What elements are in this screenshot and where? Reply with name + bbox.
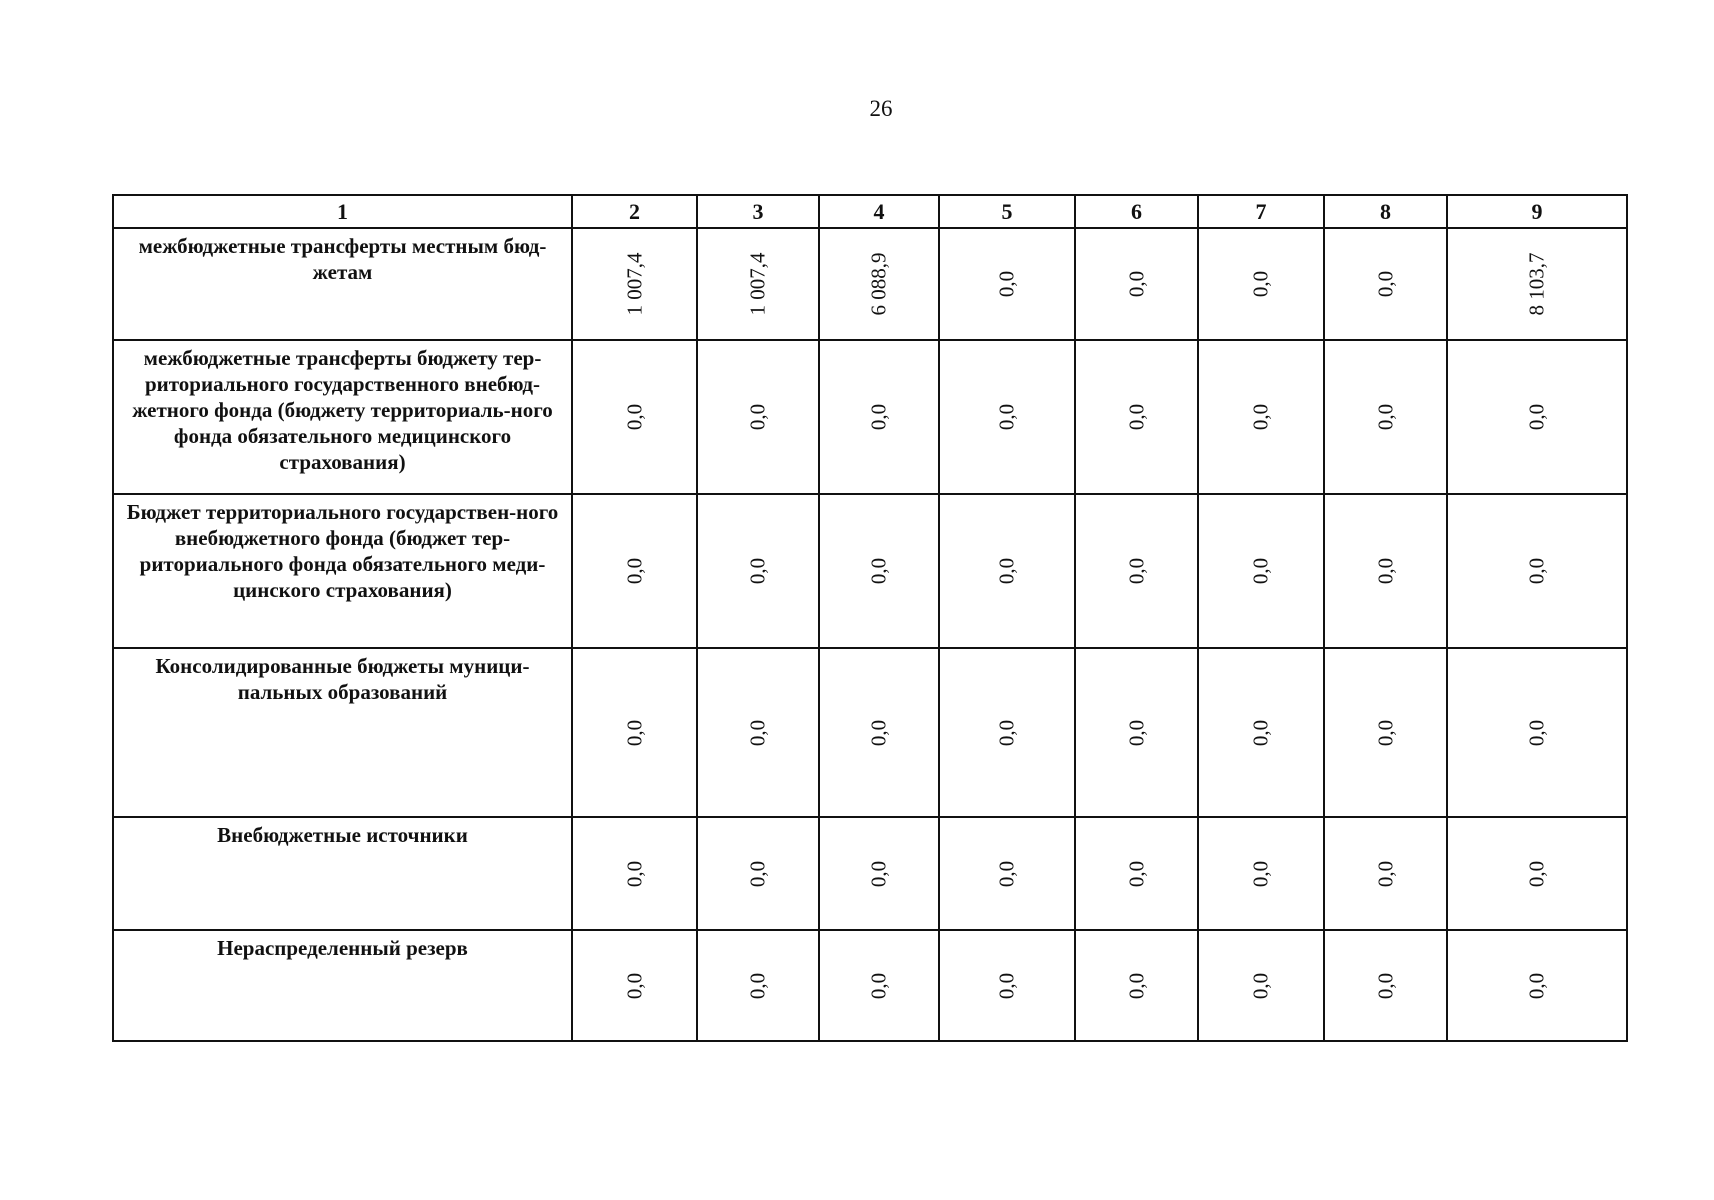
cell-value: 0,0 bbox=[1524, 860, 1549, 887]
cell-value: 0,0 bbox=[1373, 719, 1397, 746]
value-cell bbox=[939, 494, 1075, 648]
cell-value: 0,0 bbox=[866, 557, 891, 585]
value-cell bbox=[819, 648, 939, 817]
value-cell bbox=[1075, 340, 1198, 494]
value-cell bbox=[1198, 817, 1324, 930]
cell-value: 0,0 bbox=[994, 860, 1019, 887]
cell-value: 0,0 bbox=[866, 860, 891, 887]
column-header: 6 bbox=[1075, 195, 1198, 228]
value-cell bbox=[572, 340, 697, 494]
value-cell bbox=[819, 930, 939, 1041]
value-cell bbox=[572, 648, 697, 817]
cell-value: 0,0 bbox=[866, 972, 891, 999]
value-cell bbox=[819, 494, 939, 648]
cell-value: 0,0 bbox=[994, 403, 1019, 431]
cell-value: 0,0 bbox=[622, 557, 646, 585]
cell-value: 0,0 bbox=[1248, 403, 1273, 431]
cell-value: 0,0 bbox=[866, 403, 891, 431]
value-cell bbox=[1447, 340, 1627, 494]
value-cell bbox=[697, 340, 819, 494]
value-cell bbox=[1075, 930, 1198, 1041]
column-header: 8 bbox=[1324, 195, 1447, 228]
value-cell bbox=[1075, 494, 1198, 648]
cell-value: 6 088,9 bbox=[866, 252, 891, 316]
table-row bbox=[113, 648, 1627, 817]
row-label: межбюджетные трансферты бюджету тер-риториального государственного внебюд-жетного фонда (бюджету территориаль-ного фонда обязательного медицинского страхования) bbox=[113, 340, 572, 494]
value-cell bbox=[1075, 228, 1198, 340]
cell-value: 0,0 bbox=[745, 719, 770, 746]
value-cell bbox=[819, 817, 939, 930]
cell-value: 0,0 bbox=[1524, 719, 1549, 746]
cell-value: 0,0 bbox=[745, 972, 770, 999]
value-cell bbox=[1447, 648, 1627, 817]
column-header: 9 bbox=[1447, 195, 1627, 228]
value-cell bbox=[1075, 648, 1198, 817]
value-cell bbox=[1198, 648, 1324, 817]
cell-value: 0,0 bbox=[622, 972, 646, 999]
cell-value: 0,0 bbox=[1524, 557, 1549, 585]
value-cell bbox=[697, 494, 819, 648]
column-header: 5 bbox=[939, 195, 1075, 228]
value-cell bbox=[1198, 494, 1324, 648]
value-cell bbox=[1198, 930, 1324, 1041]
cell-value: 0,0 bbox=[745, 860, 770, 887]
cell-value: 0,0 bbox=[994, 270, 1019, 298]
cell-value: 0,0 bbox=[1373, 972, 1397, 999]
cell-value: 8 103,7 bbox=[1524, 252, 1549, 316]
value-cell bbox=[939, 817, 1075, 930]
cell-value: 0,0 bbox=[622, 860, 646, 887]
value-cell bbox=[697, 228, 819, 340]
cell-value: 0,0 bbox=[1124, 270, 1148, 298]
page-number: 26 bbox=[869, 96, 893, 121]
table-row bbox=[113, 817, 1627, 930]
row-label: Бюджет территориального государствен-ного внебюджетного фонда (бюджет тер-риториального фонда обязательного меди-цинского страхования) bbox=[113, 494, 572, 648]
cell-value: 0,0 bbox=[622, 719, 646, 746]
value-cell bbox=[697, 648, 819, 817]
cell-value: 0,0 bbox=[1373, 403, 1397, 431]
value-cell bbox=[572, 494, 697, 648]
cell-value: 0,0 bbox=[994, 557, 1019, 585]
value-cell bbox=[1447, 817, 1627, 930]
column-header: 2 bbox=[572, 195, 697, 228]
value-cell bbox=[1324, 340, 1447, 494]
row-label: Внебюджетные источники bbox=[113, 817, 572, 930]
value-cell bbox=[697, 930, 819, 1041]
value-cell bbox=[1324, 228, 1447, 340]
budget-table bbox=[112, 194, 1628, 1042]
table-row bbox=[113, 494, 1627, 648]
value-cell bbox=[697, 817, 819, 930]
value-cell bbox=[572, 228, 697, 340]
cell-value: 0,0 bbox=[1124, 972, 1148, 999]
value-cell bbox=[1324, 817, 1447, 930]
cell-value: 0,0 bbox=[1524, 972, 1549, 999]
cell-value: 0,0 bbox=[1373, 557, 1397, 585]
cell-value: 0,0 bbox=[1524, 403, 1549, 431]
value-cell bbox=[572, 930, 697, 1041]
cell-value: 0,0 bbox=[622, 403, 646, 431]
cell-value: 0,0 bbox=[1124, 403, 1148, 431]
cell-value: 0,0 bbox=[994, 719, 1019, 746]
cell-value: 0,0 bbox=[1248, 719, 1273, 746]
value-cell bbox=[1324, 648, 1447, 817]
table-row bbox=[113, 340, 1627, 494]
cell-value: 0,0 bbox=[1248, 972, 1273, 999]
value-cell bbox=[1447, 930, 1627, 1041]
value-cell bbox=[1324, 930, 1447, 1041]
cell-value: 0,0 bbox=[994, 972, 1019, 999]
cell-value: 0,0 bbox=[1124, 860, 1148, 887]
value-cell bbox=[1324, 494, 1447, 648]
value-cell bbox=[819, 228, 939, 340]
table-header-row bbox=[113, 195, 1627, 228]
value-cell bbox=[939, 228, 1075, 340]
value-cell bbox=[819, 340, 939, 494]
value-cell bbox=[1447, 494, 1627, 648]
table-row bbox=[113, 930, 1627, 1041]
column-header: 1 bbox=[113, 195, 572, 228]
value-cell bbox=[939, 930, 1075, 1041]
value-cell bbox=[1075, 817, 1198, 930]
value-cell bbox=[1198, 228, 1324, 340]
cell-value: 0,0 bbox=[745, 403, 770, 431]
cell-value: 0,0 bbox=[1248, 557, 1273, 585]
row-label: Консолидированные бюджеты муници-пальных образований bbox=[113, 648, 572, 817]
cell-value: 0,0 bbox=[1124, 557, 1148, 585]
cell-value: 1 007,4 bbox=[745, 252, 770, 316]
cell-value: 0,0 bbox=[1124, 719, 1148, 746]
value-cell bbox=[1447, 228, 1627, 340]
value-cell bbox=[572, 817, 697, 930]
cell-value: 0,0 bbox=[866, 719, 891, 746]
row-label: межбюджетные трансферты местным бюд-жетам bbox=[113, 228, 572, 340]
cell-value: 1 007,4 bbox=[622, 252, 646, 316]
column-header: 3 bbox=[697, 195, 819, 228]
value-cell bbox=[939, 340, 1075, 494]
value-cell bbox=[939, 648, 1075, 817]
table-row bbox=[113, 228, 1627, 340]
cell-value: 0,0 bbox=[1373, 270, 1397, 298]
cell-value: 0,0 bbox=[1373, 860, 1397, 887]
value-cell bbox=[1198, 340, 1324, 494]
cell-value: 0,0 bbox=[745, 557, 770, 585]
column-header: 4 bbox=[819, 195, 939, 228]
column-header: 7 bbox=[1198, 195, 1324, 228]
row-label: Нераспределенный резерв bbox=[113, 930, 572, 1041]
cell-value: 0,0 bbox=[1248, 860, 1273, 887]
cell-value: 0,0 bbox=[1248, 270, 1273, 298]
